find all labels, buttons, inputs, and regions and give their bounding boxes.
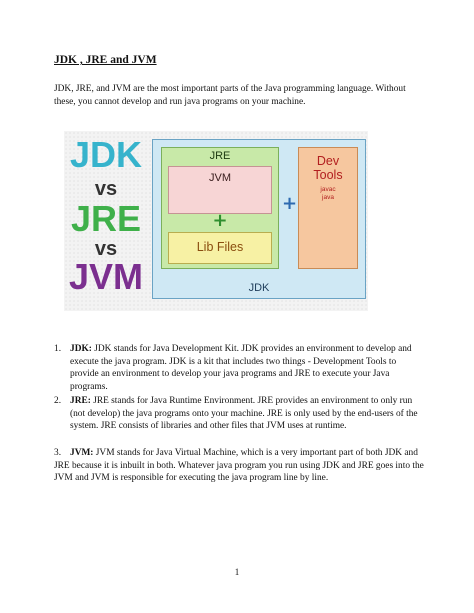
list-item <box>54 447 426 485</box>
list-item-text <box>70 395 426 433</box>
dev-tool-item: javac <box>320 186 336 193</box>
list-item <box>54 343 426 393</box>
jvm-box-label: JVM <box>209 172 231 184</box>
jre-box-label: JRE <box>209 150 231 162</box>
lib-files-label: Lib Files <box>196 240 244 254</box>
diagram-word-jvm: JVM <box>68 256 144 297</box>
list-item-description: JDK stands for Java Development Kit. JDK provides an environment to develop and execute the java program. JDK is a kit that includes two things - Development Tools to provide an environment to develop your java programs and JRE to execute your Java programs. <box>70 344 412 392</box>
jdk-box <box>152 139 366 299</box>
list-item-text <box>70 343 426 393</box>
page-number: 1 <box>234 567 240 577</box>
list-item-term: JVM: <box>70 448 94 458</box>
list-item-number: 3. <box>54 448 62 458</box>
jdk-box-label: JDK <box>248 282 270 294</box>
jre-box <box>161 147 279 269</box>
dev-tools-label-line: Dev <box>316 154 340 168</box>
plus-icon: + <box>212 210 228 231</box>
diagram-word-jdk: JDK <box>69 134 143 175</box>
list-item-description: JRE stands for Java Runtime Environment. JRE provides an environment to only run (not develop) the java programs onto your machine. JRE is only used by the end-users of the system. JRE consists of libraries and other files that JVM uses at runtime. <box>70 396 418 432</box>
intro-paragraph: JDK, JRE, and JVM are the most important parts of the Java programming language. Without these, you cannot develop and run java programs on your machine. <box>54 84 406 107</box>
list-item-number: 1. <box>54 344 62 354</box>
list-item-term: JRE: <box>70 396 91 406</box>
page-title: JDK , JRE and JVM <box>54 54 157 66</box>
list-item <box>54 395 426 433</box>
diagram-word-jre: JRE <box>70 198 142 239</box>
diagram-word-vs: vs <box>94 178 118 200</box>
jvm-box <box>168 166 272 214</box>
diagram-word-vs: vs <box>94 238 118 260</box>
dev-tools-label <box>299 154 357 182</box>
dev-tool-item: java <box>322 194 334 201</box>
dev-tools-box <box>298 147 358 269</box>
list-item-number: 2. <box>54 396 62 406</box>
dev-tools-list <box>299 186 357 202</box>
lib-files-box <box>168 232 272 264</box>
jdk-jre-jvm-diagram <box>64 131 368 311</box>
dev-tools-label-line: Tools <box>313 168 343 182</box>
list-item-description: JVM stands for Java Virtual Machine, which is a very important part of both JDK and JRE because it is inbuilt in both. Whatever java program you run using JDK and JRE goes into the JVM and JVM is responsible for executing the java program line by line. <box>54 448 424 484</box>
list-item-text <box>54 447 426 485</box>
plus-icon: + <box>282 193 298 214</box>
list-item-term: JDK: <box>70 344 92 354</box>
